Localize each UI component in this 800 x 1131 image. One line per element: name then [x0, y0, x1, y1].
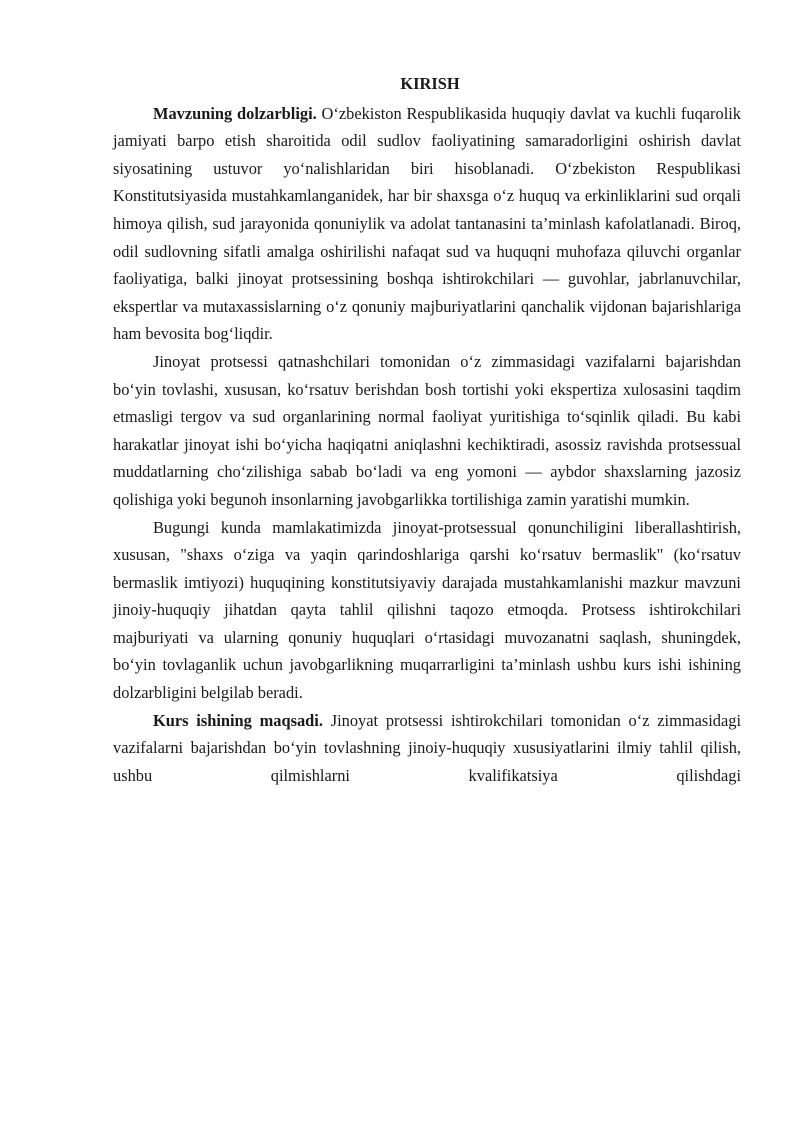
paragraph-text: Bugungi kunda mamlakatimizda jinoyat-protsessual qonunchiligini liberallashtirish, xususan, "shaxs o‘ziga va yaqin qarindoshlariga qarshi ko‘rsatuv bermaslik" (ko‘rsatuv bermaslik imtiyozi) huquqining konstitutsiyaviy darajada mustahkamlanishi mazkur mavzuni jinoiy-huquqiy jihatdan qayta tahlil qilishni taqozo etmoqda. Protsess ishtirokchilari majburiyati va ularning qonuniy huquqlari o‘rtasidagi muvozanatni saqlash, shuningdek, bo‘yin tovlaganlik uchun javobgarlikning muqarrarligini ta’minlash ushbu kurs ishi ishining dolzarbligini belgilab beradi. [113, 517, 741, 703]
paragraph-relevance [113, 100, 741, 348]
paragraph-lead: Mavzuning dolzarbligi. [153, 103, 317, 123]
paragraph-today [113, 514, 741, 707]
paragraph-text: Jinoyat protsessi qatnashchilari tomonidan o‘z zimmasidagi vazifalarni bajarishdan bo‘yin tovlashi, xususan, ko‘rsatuv berishdan bosh tortishi yoki ekspertiza xulosasini taqdim etmasligi tergov va sud organlarining normal faoliyat yuritishiga to‘sqinlik qiladi. Bu kabi harakatlar jinoyat ishi bo‘yicha haqiqatni aniqlashni kechiktiradi, asossiz ravishda protsessual muddatlarning cho‘zilishiga sabab bo‘ladi va eng yomoni — aybdor shaxslarning jazosiz qolishiga yoki begunoh insonlarning javobgarlikka tortilishiga zamin yaratishi mumkin. [113, 351, 741, 509]
paragraph-text: O‘zbekiston Respublikasida huquqiy davlat va kuchli fuqarolik jamiyati barpo etish sharoitida odil sudlov faoliyatining samaradorligini oshirish davlat siyosatining ustuvor yo‘nalishlaridan biri hisoblanadi. O‘zbekiston Respublikasi Konstitutsiyasida mustahkamlanganidek, har bir shaxsga o‘z huquq va erkinliklarini sud orqali himoya qilish, sud jarayonida qonuniylik va adolat tantanasini ta’minlash kafolatlanadi. Biroq, odil sudlovning sifatli amalga oshirilishi nafaqat sud va huquqni muhofaza qiluvchi organlar faoliyatiga, balki jinoyat protsessining boshqa ishtirokchilari — guvohlar, jabrlanuvchilar, ekspertlar va mutaxassislarning o‘z qonuniy majburiyatlarini qanchalik vijdonan bajarishlariga ham bevosita bog‘liqdir. [113, 103, 741, 344]
document-page [113, 70, 741, 789]
paragraph-goal [113, 707, 741, 790]
paragraph-lead: Kurs ishining maqsadi. [153, 710, 323, 730]
section-title: KIRISH [400, 74, 460, 93]
paragraph-participants [113, 348, 741, 514]
paragraph-text: Jinoyat protsessi ishtirokchilari tomonidan o‘z zimmasidagi vazifalarni bajarishdan bo‘yin tovlashning jinoiy-huquqiy xususiyatlarini ilmiy tahlil qilish, ushbu qilmishlarni kvalifikatsiya qilishdagi [113, 710, 742, 785]
